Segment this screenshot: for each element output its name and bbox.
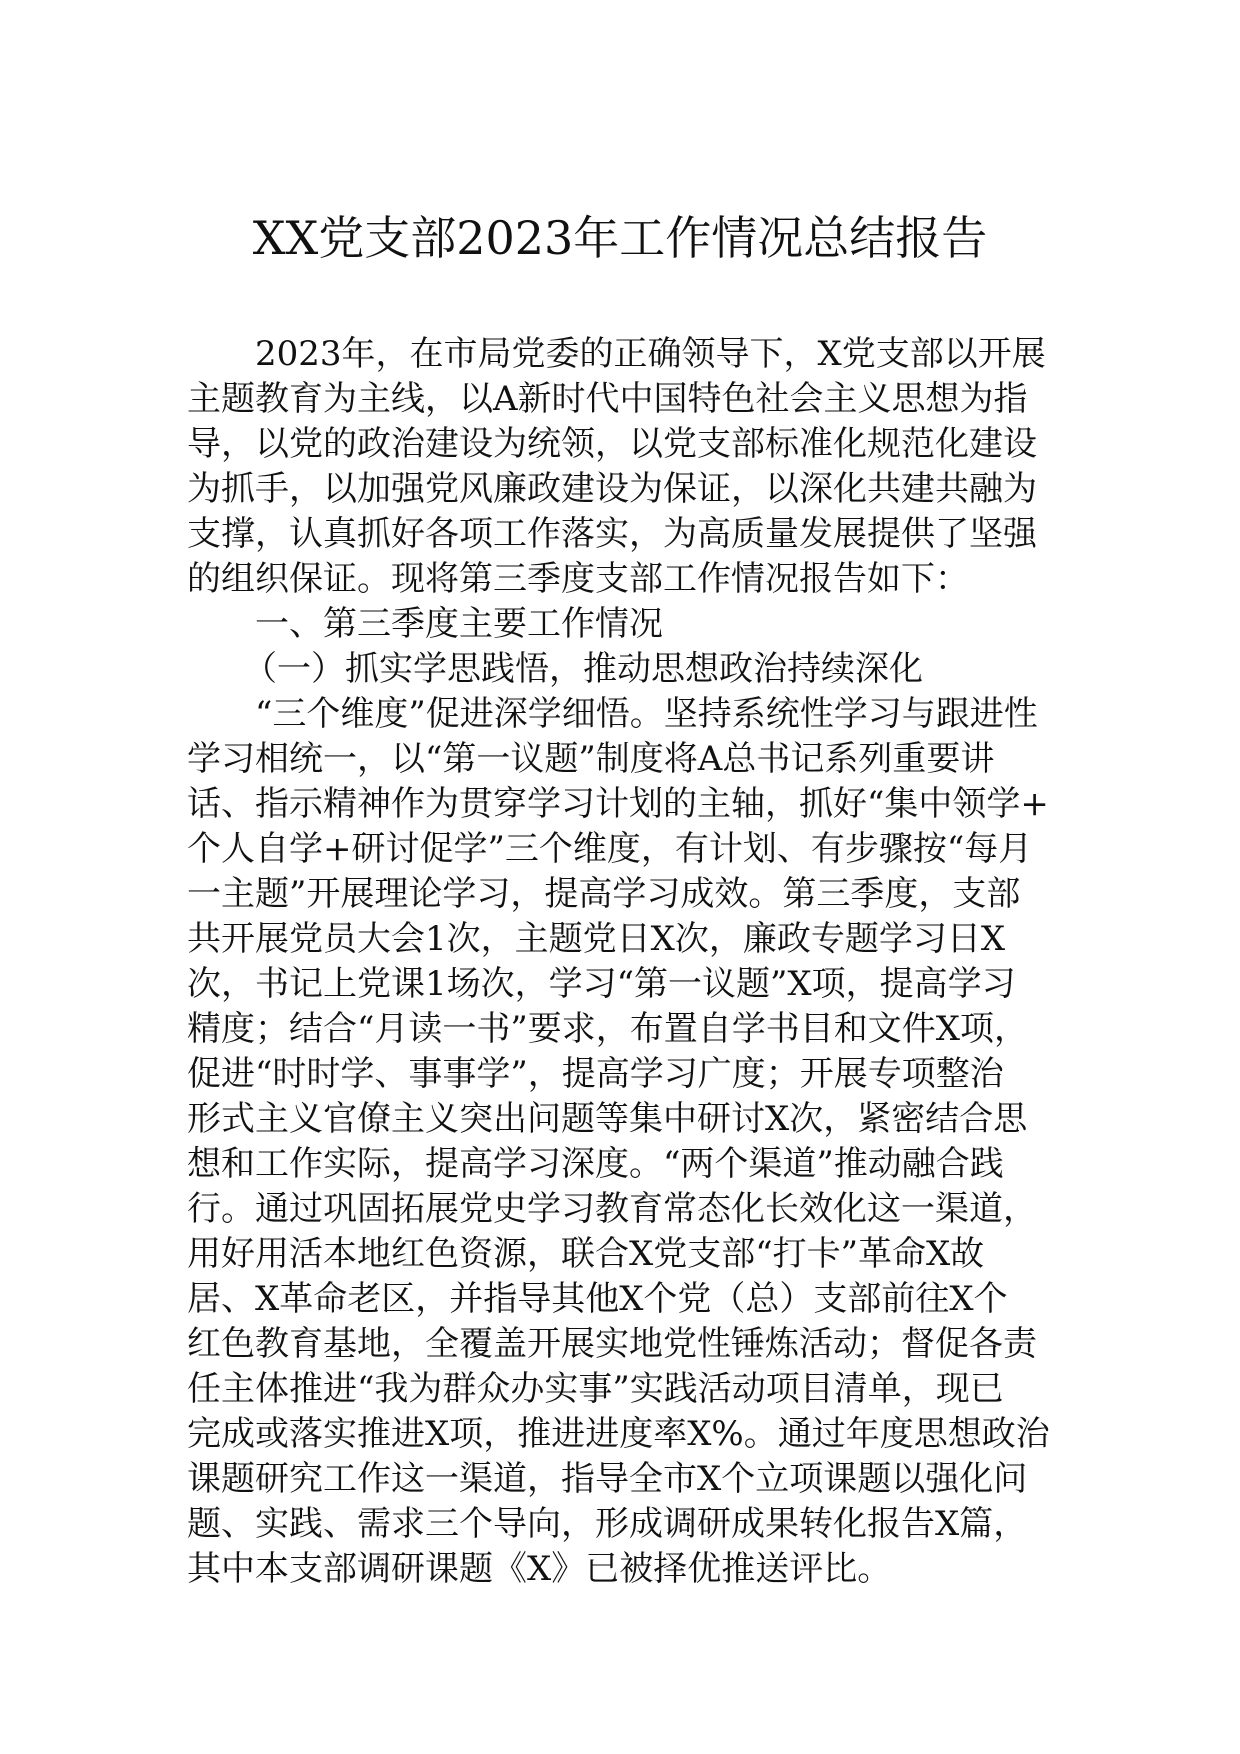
body-line: 红色教育基地，全覆盖开展实地党性锤炼活动；督促各责 [187,1324,1037,1364]
body-line: 行。通过巩固拓展党史学习教育常态化长效化这一渠道， [187,1189,1037,1229]
body-line: 题、实践、需求三个导向，形成调研成果转化报告X篇， [187,1504,1028,1544]
body-line: 学习相统一，以“第一议题”制度将A总书记系列重要讲 [187,739,995,779]
body-line: 课题研究工作这一渠道，指导全市X个立项课题以强化问 [187,1459,1028,1499]
document-title: XX党支部2023年工作情况总结报告 [252,211,988,265]
document-body [187,332,1067,1592]
body-line: 为抓手，以加强党风廉政建设为保证，以深化共建共融为 [187,469,1037,509]
body-line: 任主体推进“我为群众办实事”实践活动项目清单，现已 [187,1369,1004,1409]
subsection-heading: （一）抓实学思践悟，推动思想政治持续深化 [243,649,923,689]
body-line: 居、X革命老区，并指导其他X个党（总）支部前往X个 [187,1279,1008,1319]
body-line: 完成或落实推进X项，推进进度率X%。通过年度思想政治 [187,1414,1050,1454]
body-line: 精度；结合“月读一书”要求，布置自学书目和文件X项， [187,1009,1028,1049]
body-line: 其中本支部调研课题《X》已被择优推送评比。 [187,1549,892,1589]
body-line: 话、指示精神作为贯穿学习计划的主轴，抓好“集中领学+ [187,784,1049,824]
body-line: 次，书记上党课1场次，学习“第一议题”X项，提高学习 [187,964,1016,1004]
body-line: 主题教育为主线，以A新时代中国特色社会主义思想为指 [187,379,1028,419]
body-line: 导，以党的政治建设为统领，以党支部标准化规范化建设 [187,424,1037,464]
body-line: 共开展党员大会1次，主题党日X次，廉政专题学习日X [187,919,1006,959]
body-line: 形式主义官僚主义突出问题等集中研讨X次，紧密结合思 [187,1099,1028,1139]
body-line: 支撑，认真抓好各项工作落实，为高质量发展提供了坚强 [187,514,1037,554]
body-line: 用好用活本地红色资源，联合X党支部“打卡”革命X故 [187,1234,985,1274]
section-heading: 一、第三季度主要工作情况 [255,604,663,644]
body-line: 一主题”开展理论学习，提高学习成效。第三季度，支部 [187,874,1021,914]
body-line: 想和工作实际，提高学习深度。“两个渠道”推动融合践 [187,1144,1004,1184]
body-line: 促进“时时学、事事学”，提高学习广度；开展专项整治 [187,1054,1004,1094]
body-line: 的组织保证。现将第三季度支部工作情况报告如下： [187,559,969,599]
body-line: “三个维度”促进深学细悟。坚持系统性学习与跟进性 [255,694,1038,734]
body-line: 2023年，在市局党委的正确领导下，X党支部以开展 [255,334,1046,374]
body-line: 个人自学+研讨促学”三个维度，有计划、有步骤按“每月 [187,829,1033,869]
